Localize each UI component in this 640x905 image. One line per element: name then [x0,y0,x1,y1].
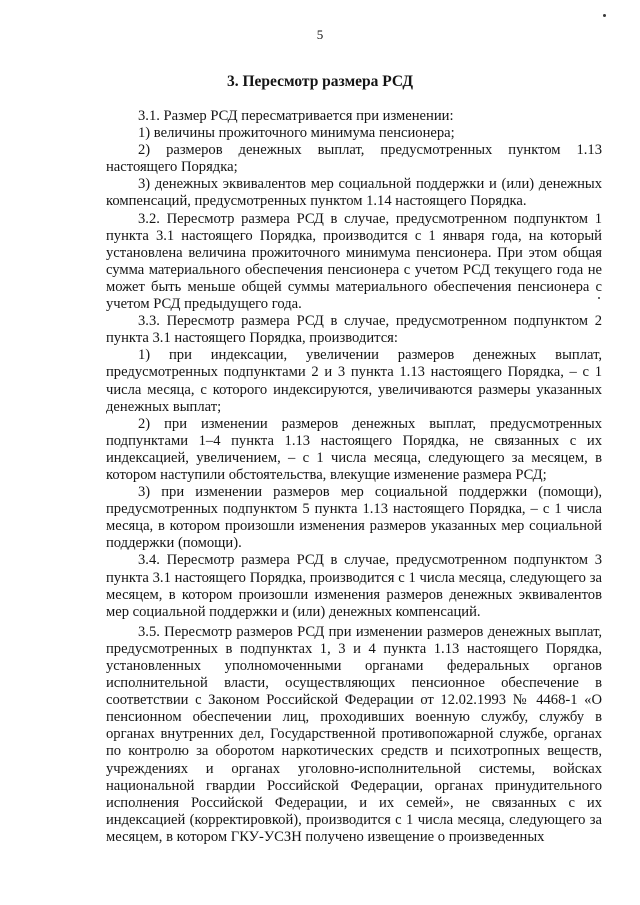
paragraph: 3.2. Пересмотр размера РСД в случае, предусмотренном подпунктом 1 пункта 3.1 настоящего Порядка, производится с 1 января года, на который установлена величина прожиточного минимума пенсионера. При этом общая сумма материального обеспечения пенсионера с учетом РСД текущего года не может быть меньше общей суммы материального обеспечения пенсионера с учетом РСД предыдущего года. [106,210,602,313]
paragraph: 1) величины прожиточного минимума пенсионера; [138,125,455,142]
paragraph: 3) денежных эквивалентов мер социальной поддержки и (или) денежных компенсаций, предусмотренных пунктом 1.14 настоящего Порядка. [106,176,602,210]
paragraph: 2) размеров денежных выплат, предусмотренных пунктом 1.13 настоящего Порядка; [106,142,602,176]
page-number: 5 [316,27,324,42]
paragraph: 3.5. Пересмотр размеров РСД при изменении размеров денежных выплат, предусмотренных в подпунктах 1, 3 и 4 пункта 1.13 настоящего Порядка, установленных уполномоченными органами федеральных органов исполнительной власти, осуществляющих пенсионное обеспечение в соответствии с Законом Российской Федерации от 12.02.1993 № 4468-1 «О пенсионном обеспечении лиц, проходивших военную службу, службу в органах внутренних дел, Государственной противопожарной службе, органах по контролю за оборотом наркотических средств и психотропных веществ, учреждениях и органах уголовно-исполнительной системы, войсках национальной гвардии Российской Федерации, органах принудительного исполнения Российской Федерации, и их семей», не связанных с их индексацией (корректировкой), производится с 1 числа месяца, следующего за месяцем, в котором ГКУ-УСЗН получено извещение о произведенных [106,623,602,845]
paragraph: 1) при индексации, увеличении размеров денежных выплат, предусмотренных подпунктами 2 и 3 пункта 1.13 настоящего Порядка, – с 1 числа месяца, с которого индексируются, увеличиваются размеры указанных денежных выплат; [106,347,602,415]
paragraph: 3.3. Пересмотр размера РСД в случае, предусмотренном подпунктом 2 пункта 3.1 настоящего Порядка, производится: [106,313,602,347]
paragraph: 2) при изменении размеров денежных выплат, предусмотренных подпунктами 1–4 пункта 1.13 настоящего Порядка, не связанных с их индексацией, увеличением, – с 1 числа месяца, следующего за месяцем, в котором наступили обстоятельства, влекущие изменение размера РСД; [106,415,602,483]
paragraph: 3.4. Пересмотр размера РСД в случае, предусмотренном подпунктом 3 пункта 3.1 настоящего Порядка, производится с 1 числа месяца, следующего за месяцем, в котором произошли изменения размеров денежных эквивалентов мер социальной поддержки и (или) денежных компенсаций. [106,552,602,620]
section-heading: 3. Пересмотр размера РСД [226,73,413,90]
paragraph: 3) при изменении размеров мер социальной поддержки (помощи), предусмотренных подпунктом 5 пункта 1.13 настоящего Порядка, – с 1 числа месяца, в котором произошли изменения размеров указанных мер социальной поддержки (помощи). [106,484,602,552]
scan-mark [603,14,606,17]
section-body [106,108,602,846]
paragraph: 3.1. Размер РСД пересматривается при изменении: [138,108,454,124]
scan-mark [598,297,600,299]
